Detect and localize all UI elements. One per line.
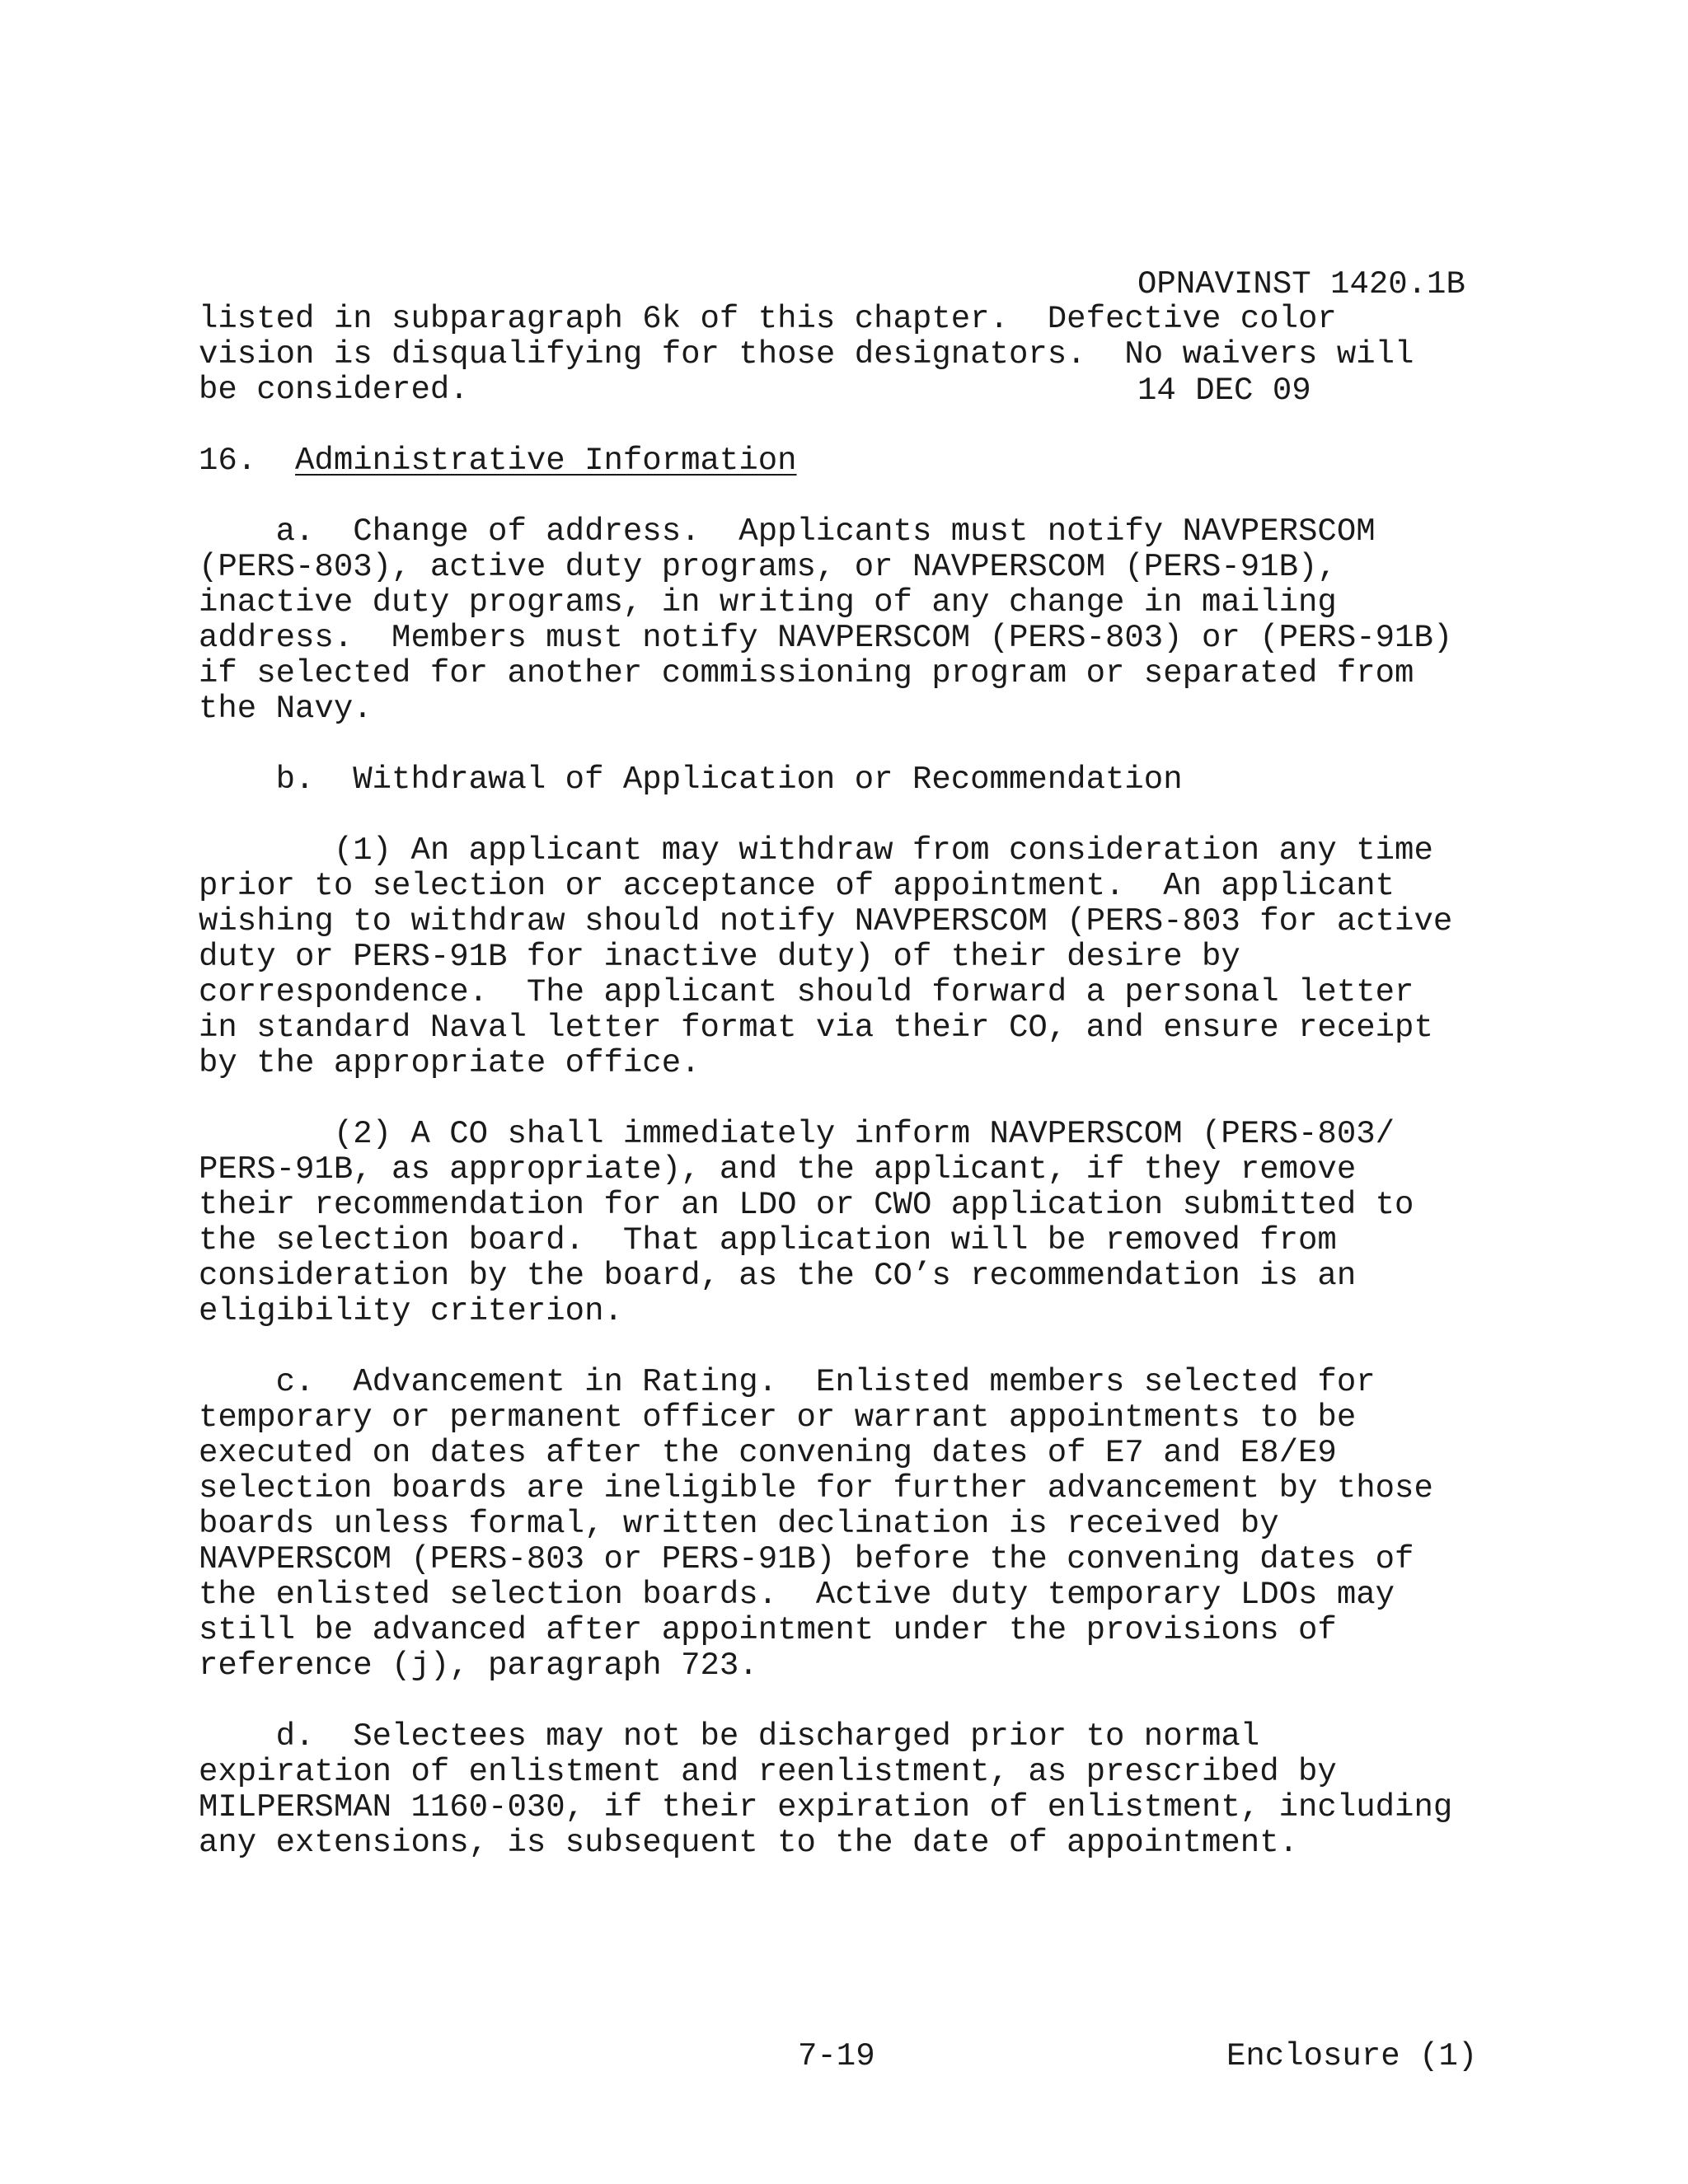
text-line: duty or PERS-91B for inactive duty) of their desire by — [199, 939, 1240, 975]
text-line: c. Advancement in Rating. Enlisted members selected for — [199, 1364, 1376, 1400]
paragraph-b1 — [199, 833, 1484, 1081]
text-line: PERS-91B, as appropriate), and the applicant, if they remove — [199, 1151, 1357, 1188]
text-line: (2) A CO shall immediately inform NAVPERSCOM (PERS-803/ — [199, 1116, 1395, 1152]
text-line: correspondence. The applicant should forward a personal letter — [199, 974, 1414, 1010]
text-line: NAVPERSCOM (PERS-803 or PERS-91B) before the convening dates of — [199, 1541, 1414, 1577]
text-line: the enlisted selection boards. Active duty temporary LDOs may — [199, 1577, 1395, 1613]
text-line: boards unless formal, written declination is received by — [199, 1506, 1279, 1542]
text-line: be considered. — [199, 372, 469, 408]
text-line: wishing to withdraw should notify NAVPERSCOM (PERS-803 for active — [199, 903, 1453, 940]
text-line: in standard Naval letter format via their CO, and ensure receipt — [199, 1010, 1433, 1046]
paragraph-a — [199, 514, 1484, 727]
text-line: (1) An applicant may withdraw from consideration any time — [199, 832, 1433, 869]
text-line: by the appropriate office. — [199, 1045, 701, 1081]
text-line: eligibility criterion. — [199, 1293, 623, 1329]
text-line: MILPERSMAN 1160-030, if their expiration of enlistment, including — [199, 1789, 1453, 1825]
text-line: expiration of enlistment and reenlistment, as prescribed by — [199, 1754, 1337, 1790]
section-heading — [199, 443, 1484, 479]
section-number: 16. — [199, 443, 296, 479]
text-line: b. Withdrawal of Application or Recommendation — [199, 762, 1183, 798]
text-line: reference (j), paragraph 723. — [199, 1647, 758, 1684]
page-number: 7-19 — [798, 2038, 875, 2074]
paragraph-b2 — [199, 1117, 1484, 1329]
text-line: vision is disqualifying for those designators. No waivers will — [199, 336, 1414, 373]
text-line: executed on dates after the convening dates of E7 and E8/E9 — [199, 1435, 1337, 1471]
continuation-paragraph — [199, 302, 1484, 408]
text-line: address. Members must notify NAVPERSCOM (PERS-803) or (PERS-91B) — [199, 620, 1453, 656]
text-line: selection boards are ineligible for further advancement by those — [199, 1470, 1433, 1507]
text-line: (PERS-803), active duty programs, or NAVPERSCOM (PERS-91B), — [199, 549, 1337, 585]
text-line: still be advanced after appointment under the provisions of — [199, 1612, 1337, 1648]
text-line: their recommendation for an LDO or CWO application submitted to — [199, 1187, 1414, 1223]
text-line: listed in subparagraph 6k of this chapter. Defective color — [199, 301, 1337, 337]
text-line: consideration by the board, as the CO’s recommendation is an — [199, 1258, 1357, 1294]
document-date: 14 DEC 09 — [1137, 373, 1311, 409]
text-line: d. Selectees may not be discharged prior to normal — [199, 1718, 1260, 1755]
text-line: a. Change of address. Applicants must notify NAVPERSCOM — [199, 513, 1376, 550]
section-title: Administrative Information — [295, 443, 797, 479]
text-line: temporary or permanent officer or warrant appointments to be — [199, 1399, 1357, 1436]
text-line: any extensions, is subsequent to the date of appointment. — [199, 1825, 1299, 1861]
text-line: prior to selection or acceptance of appointment. An applicant — [199, 868, 1395, 904]
paragraph-c — [199, 1365, 1484, 1684]
document-body — [199, 302, 1484, 1861]
text-line: the selection board. That application will be removed from — [199, 1222, 1337, 1258]
paragraph-b-heading — [199, 762, 1484, 798]
text-line: the Navy. — [199, 691, 373, 727]
text-line: inactive duty programs, in writing of any change in mailing — [199, 584, 1337, 621]
instruction-number: OPNAVINST 1420.1B — [1137, 266, 1465, 302]
text-line: if selected for another commissioning program or separated from — [199, 655, 1414, 691]
paragraph-d — [199, 1719, 1484, 1861]
enclosure-label: Enclosure (1) — [1226, 2038, 1478, 2074]
